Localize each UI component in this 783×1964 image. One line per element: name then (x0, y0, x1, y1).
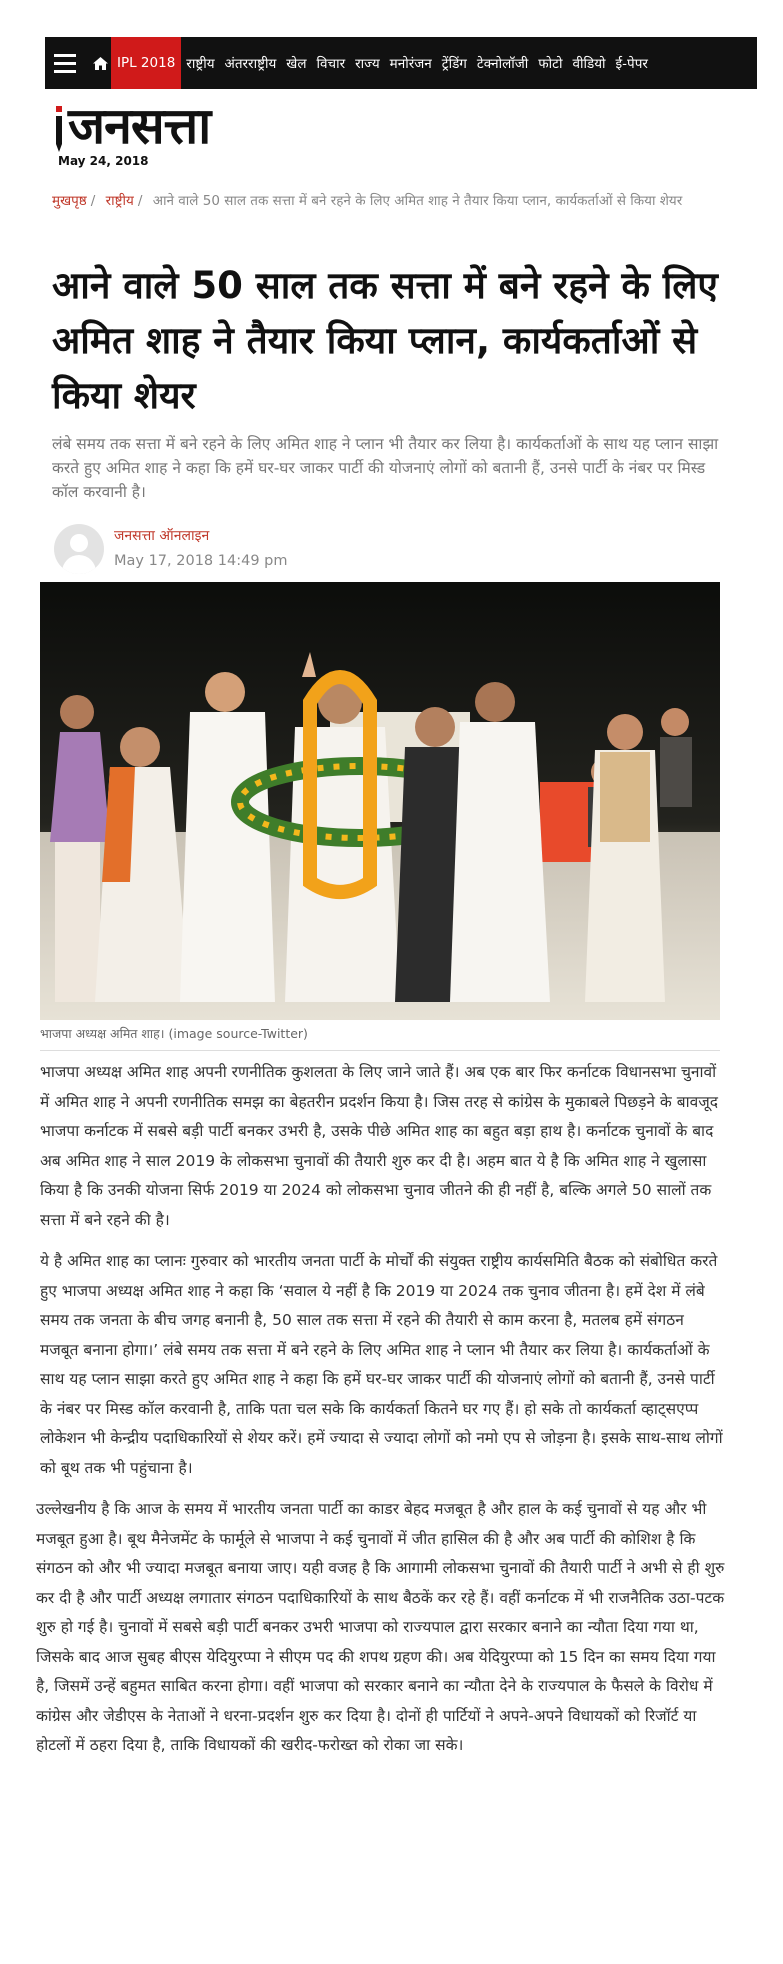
logo-pen-icon (52, 104, 66, 154)
nav-item-states[interactable]: राज्य (355, 56, 380, 72)
nav-item-opinion[interactable]: विचार (316, 56, 346, 72)
author-byline (54, 522, 288, 576)
author-name[interactable]: जनसत्ता ऑनलाइन (114, 528, 210, 544)
nav-item-ipl[interactable]: IPL 2018 (111, 37, 181, 89)
article-hero-image (40, 582, 720, 1020)
top-navbar (45, 37, 757, 89)
article-paragraph: भाजपा अध्यक्ष अमित शाह अपनी रणनीतिक कुशलता के लिए जाने जाते हैं। अब एक बार फिर कर्नाटक विधानसभा चुनावों में अमित शाह ने अपनी रणनीतिक समझ का बेहतरीन प्रदर्शन किया है। जिस तरह से कांग्रेस के मुकाबले पिछड़ने के बावजूद भाजपा कर्नाटक में सबसे बड़ी पार्टी बनकर उभरी है, उसके पीछे अमित शाह का बहुत बड़ा हाथ है। कर्नाटक चुनावों के बाद अब अमित शाह ने साल 2019 के लोकसभा चुनावों की तैयारी शुरु कर दी है। अहम बात ये है कि अमित शाह ने खुलासा किया है कि उनकी योजना सिर्फ 2019 या 2024 को लोकसभा चुनाव जीतने की ही नहीं है, बल्कि अगले 50 सालों तक सत्ता में बने रहने की है। (40, 1063, 718, 1229)
breadcrumb-section[interactable]: राष्ट्रीय (105, 193, 134, 209)
article-summary: लंबे समय तक सत्ता में बने रहने के लिए अमित शाह ने प्लान भी तैयार कर लिया है। कार्यकर्ताओं के साथ यह प्लान साझा करते हुए अमित शाह ने कहा कि हमें घर-घर जाकर पार्टी की योजनाएं लोगों को बतानी हैं, उनसे पार्टी के नंबर पर मिस्ड कॉल करवानी है। (52, 435, 719, 501)
article-paragraph: ये है अमित शाह का प्लानः गुरुवार को भारतीय जनता पार्टी के मोर्चों की संयुक्त राष्ट्रीय कार्यसमिति बैठक को संबोधित करते हुए भाजपा अध्यक्ष अमित शाह ने कहा कि ‘सवाल ये नहीं है कि 2019 या 2024 तक चुनाव जीतना है। हमें देश में लंबे समय तक जनता के बीच जगह बनानी है, 50 साल तक सत्ता में रहने की तैयारी से काम करना है, मतलब हमें संगठन मजबूत बनाना होगा।’ लंबे समय तक सत्ता में बने रहने के लिए अमित शाह ने प्लान भी तैयार कर लिया है। कार्यकर्ताओं के साथ यह प्लान साझा करते हुए अमित शाह ने कहा कि हमें घर-घर जाकर पार्टी की योजनाएं लोगों को बतानी हैं, उनसे पार्टी के नंबर पर मिस्ड कॉल करवानी है, ताकि पता चल सके कि कार्यकर्ता कितने घर गए हैं। हो सके तो कार्यकर्ता व्हाट्सएप्प लोकेशन भी केन्द्रीय पदाधिकारियों से शेयर करें। हमें ज्यादा से ज्यादा लोगों को नमो एप से जोड़ना है। इसके साथ-साथ लोगों को बूथ तक भी पहुंचाना है। (40, 1252, 723, 1477)
nav-item-technology[interactable]: टेक्नोलॉजी (476, 56, 529, 72)
user-avatar-icon (54, 524, 104, 574)
breadcrumb-separator: / (90, 193, 96, 209)
nav-menu (111, 37, 653, 89)
site-logo[interactable] (52, 96, 210, 154)
site-date: May 24, 2018 (58, 154, 149, 168)
logo-text: जनसत्ता (68, 97, 211, 155)
nav-item-video[interactable]: वीडियो (572, 56, 606, 72)
breadcrumb-current: आने वाले 50 साल तक सत्ता में बने रहने के लिए अमित शाह ने तैयार किया प्लान, कार्यकर्ताओं से किया शेयर (152, 193, 683, 209)
breadcrumb (52, 190, 722, 212)
publish-date: May 17, 2018 14:49 pm (114, 553, 288, 569)
article-paragraph: उल्लेखनीय है कि आज के समय में भारतीय जनता पार्टी का काडर बेहद मजबूत है और हाल के कई चुनावों से यह और भी मजबूत हुआ है। बूथ मैनेजमेंट के फार्मूले से भाजपा ने कई चुनावों में जीत हासिल की है और अब पार्टी की कोशिश है कि संगठन को और भी ज्यादा मजबूत बनाया जाए। यही वजह है कि आगामी लोकसभा चुनावों की तैयारी पार्टी ने अभी से ही शुरु कर दी है और पार्टी अध्यक्ष लगातार संगठन पदाधिकारियों के साथ बैठकें कर रहे हैं। वहीं कर्नाटक में भी राजनैतिक उठा-पटक शुरु हो गई है। चुनावों में सबसे बड़ी पार्टी बनकर उभरी भाजपा को राज्यपाल द्वारा सरकार बनाने का न्यौता दिया गया था, जिसके बाद आज सुबह बीएस येदियुरप्पा ने सीएम पद की शपथ ग्रहण की। अब येदियुरप्पा को 15 दिन का समय दिया गया है, जिसमें उन्हें बहुमत साबित करना होगा। वहीं भाजपा को सरकार बनाने का न्यौता देने के राज्यपाल के फैसले के विरोध में कांग्रेस और जेडीएस के नेताओं ने धरना-प्रदर्शन शुरु कर दिया है। दोनों ही पार्टियों ने अपने-अपने विधायकों को रिजॉर्ट या होटलों में ठहरा दिया है, ताकि विधायकों की खरीद-फरोख्त को रोका जा सके। (36, 1500, 725, 1754)
nav-item-photo[interactable]: फोटो (538, 56, 563, 72)
image-caption: भाजपा अध्यक्ष अमित शाह। (image source-Twitter) (40, 1024, 720, 1051)
breadcrumb-home[interactable]: मुखपृष्ठ (52, 193, 87, 209)
nav-item-entertainment[interactable]: मनोरंजन (389, 56, 432, 72)
hamburger-icon[interactable] (45, 37, 85, 89)
breadcrumb-separator: / (137, 193, 143, 209)
article-body (36, 1058, 726, 1773)
home-icon[interactable] (89, 37, 111, 89)
article-headline: आने वाले 50 साल तक सत्ता में बने रहने के लिए अमित शाह ने तैयार किया प्लान, कार्यकर्ताओं से किया शेयर (52, 264, 718, 417)
nav-item-international[interactable]: अंतरराष्ट्रीय (224, 56, 277, 72)
nav-item-national[interactable]: राष्ट्रीय (186, 56, 215, 72)
nav-item-trending[interactable]: ट्रेंडिंग (441, 56, 467, 72)
nav-item-epaper[interactable]: ई-पेपर (615, 56, 648, 72)
nav-item-sports[interactable]: खेल (286, 56, 307, 72)
